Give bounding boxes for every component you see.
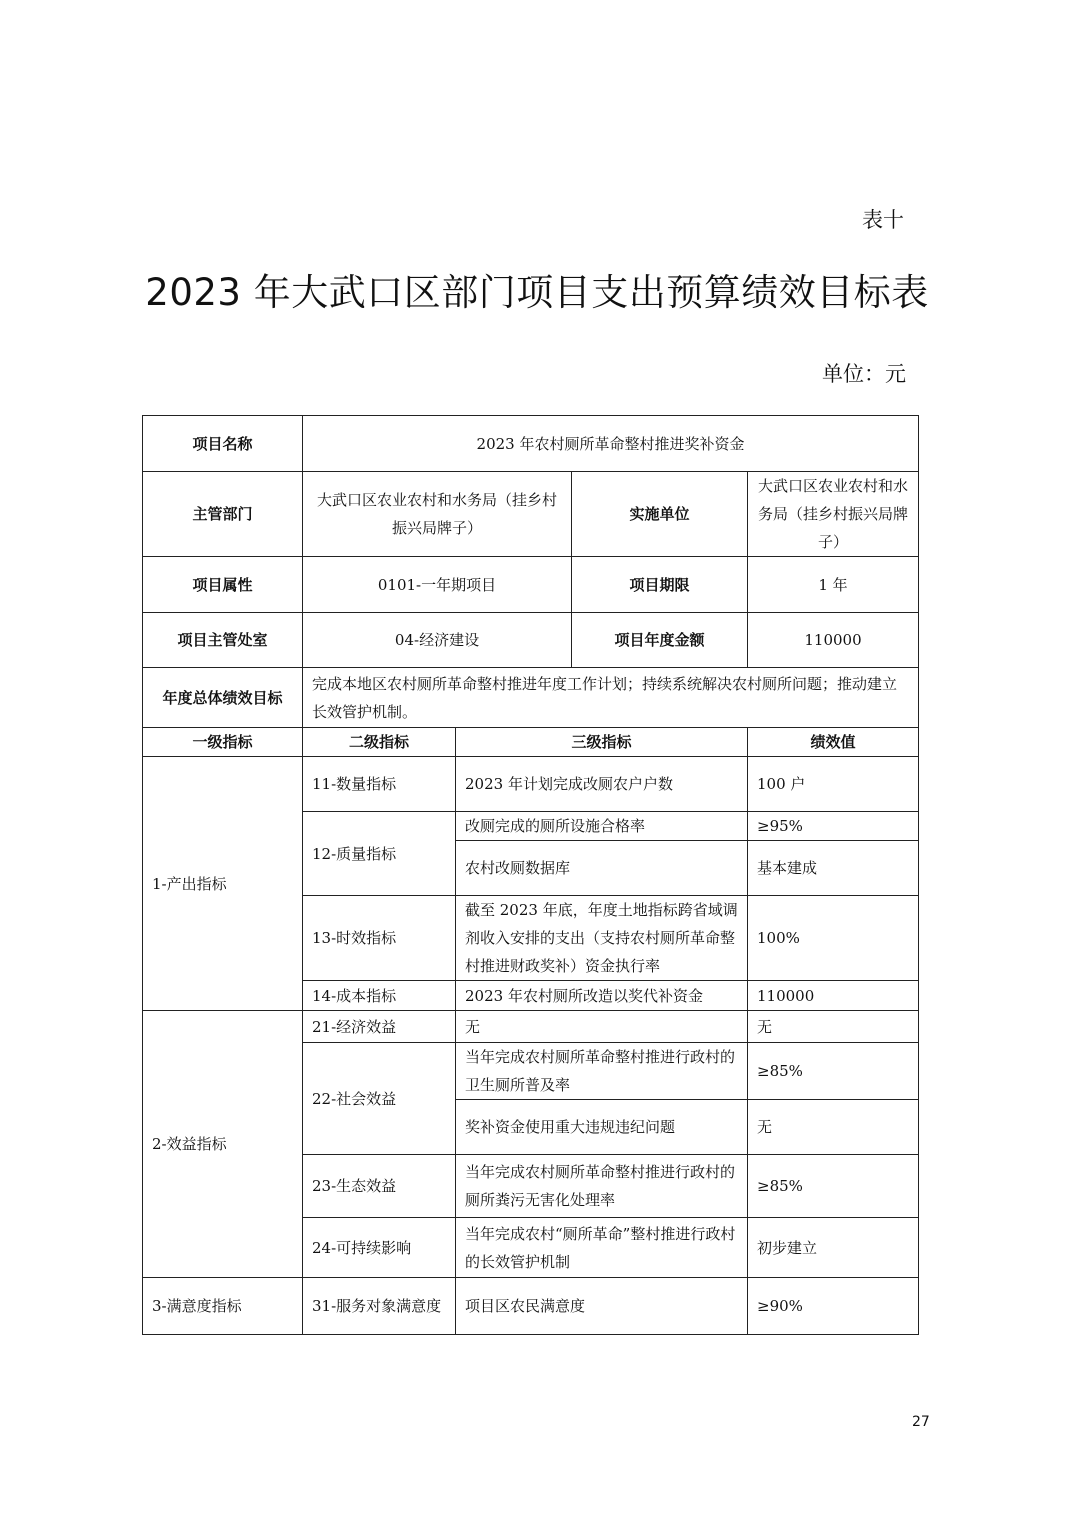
project-name-value: 2023 年农村厕所革命整村推进奖补资金 xyxy=(303,416,919,472)
value-cell: 基本建成 xyxy=(748,841,919,896)
value-cell: 无 xyxy=(748,1011,919,1043)
l3-cell: 截至 2023 年底，年度土地指标跨省域调剂收入安排的支出（支持农村厕所革命整村推进财政奖补）资金执行率 xyxy=(456,896,748,981)
value-cell: 100% xyxy=(748,896,919,981)
l2-cell: 13-时效指标 xyxy=(303,896,456,981)
value-cell: 初步建立 xyxy=(748,1218,919,1278)
table-row xyxy=(143,1011,919,1043)
l2-cell: 12-质量指标 xyxy=(303,812,456,896)
l2-cell: 11-数量指标 xyxy=(303,757,456,812)
l2-cell: 31-服务对象满意度 xyxy=(303,1278,456,1335)
amount-value: 110000 xyxy=(748,613,919,668)
l3-cell: 改厕完成的厕所设施合格率 xyxy=(456,812,748,841)
value-cell: ≥95% xyxy=(748,812,919,841)
dept-value: 大武口区农业农村和水务局（挂乡村振兴局牌子） xyxy=(303,472,572,557)
group-output: 1-产出指标 xyxy=(143,757,303,1011)
attr-value: 0101-一年期项目 xyxy=(303,557,572,613)
group-benefit: 2-效益指标 xyxy=(143,1011,303,1278)
goal-value: 完成本地区农村厕所革命整村推进年度工作计划；持续系统解决农村厕所问题；推动建立长效管护机制。 xyxy=(303,668,919,728)
col-level3-header: 三级指标 xyxy=(456,728,748,757)
l3-cell: 无 xyxy=(456,1011,748,1043)
row-column-headers xyxy=(143,728,919,757)
row-project-name xyxy=(143,416,919,472)
row-office xyxy=(143,613,919,668)
value-cell: 100 户 xyxy=(748,757,919,812)
table-row xyxy=(143,1278,919,1335)
page-number: 27 xyxy=(912,1414,930,1430)
l3-cell: 当年完成农村厕所革命整村推进行政村的卫生厕所普及率 xyxy=(456,1043,748,1100)
period-label: 项目期限 xyxy=(572,557,748,613)
row-department xyxy=(143,472,919,557)
office-label: 项目主管处室 xyxy=(143,613,303,668)
attr-label: 项目属性 xyxy=(143,557,303,613)
l3-cell: 2023 年计划完成改厕农户户数 xyxy=(456,757,748,812)
office-value: 04-经济建设 xyxy=(303,613,572,668)
amount-label: 项目年度金额 xyxy=(572,613,748,668)
group-satisfaction: 3-满意度指标 xyxy=(143,1278,303,1335)
l3-cell: 2023 年农村厕所改造以奖代补资金 xyxy=(456,981,748,1011)
value-cell: 110000 xyxy=(748,981,919,1011)
table-number: 表十 xyxy=(862,208,904,232)
l3-cell: 农村改厕数据库 xyxy=(456,841,748,896)
l2-cell: 22-社会效益 xyxy=(303,1043,456,1155)
value-cell: ≥85% xyxy=(748,1155,919,1218)
row-goal xyxy=(143,668,919,728)
l3-cell: 奖补资金使用重大违规违纪问题 xyxy=(456,1100,748,1155)
page-title: 2023 年大武口区部门项目支出预算绩效目标表 xyxy=(145,271,929,314)
value-cell: 无 xyxy=(748,1100,919,1155)
col-level1-header: 一级指标 xyxy=(143,728,303,757)
table-row xyxy=(143,757,919,812)
value-cell: ≥90% xyxy=(748,1278,919,1335)
project-name-label: 项目名称 xyxy=(143,416,303,472)
period-value: 1 年 xyxy=(748,557,919,613)
l2-cell: 24-可持续影响 xyxy=(303,1218,456,1278)
performance-target-table xyxy=(142,415,919,1335)
l2-cell: 23-生态效益 xyxy=(303,1155,456,1218)
col-level2-header: 二级指标 xyxy=(303,728,456,757)
l3-cell: 当年完成农村“厕所革命”整村推进行政村的长效管护机制 xyxy=(456,1218,748,1278)
unit-label: 单位：元 xyxy=(822,362,906,386)
value-cell: ≥85% xyxy=(748,1043,919,1100)
impl-label: 实施单位 xyxy=(572,472,748,557)
impl-value: 大武口区农业农村和水务局（挂乡村振兴局牌子） xyxy=(748,472,919,557)
l3-cell: 项目区农民满意度 xyxy=(456,1278,748,1335)
l2-cell: 21-经济效益 xyxy=(303,1011,456,1043)
goal-label: 年度总体绩效目标 xyxy=(143,668,303,728)
row-attribute xyxy=(143,557,919,613)
col-value-header: 绩效值 xyxy=(748,728,919,757)
l3-cell: 当年完成农村厕所革命整村推进行政村的厕所粪污无害化处理率 xyxy=(456,1155,748,1218)
l2-cell: 14-成本指标 xyxy=(303,981,456,1011)
dept-label: 主管部门 xyxy=(143,472,303,557)
